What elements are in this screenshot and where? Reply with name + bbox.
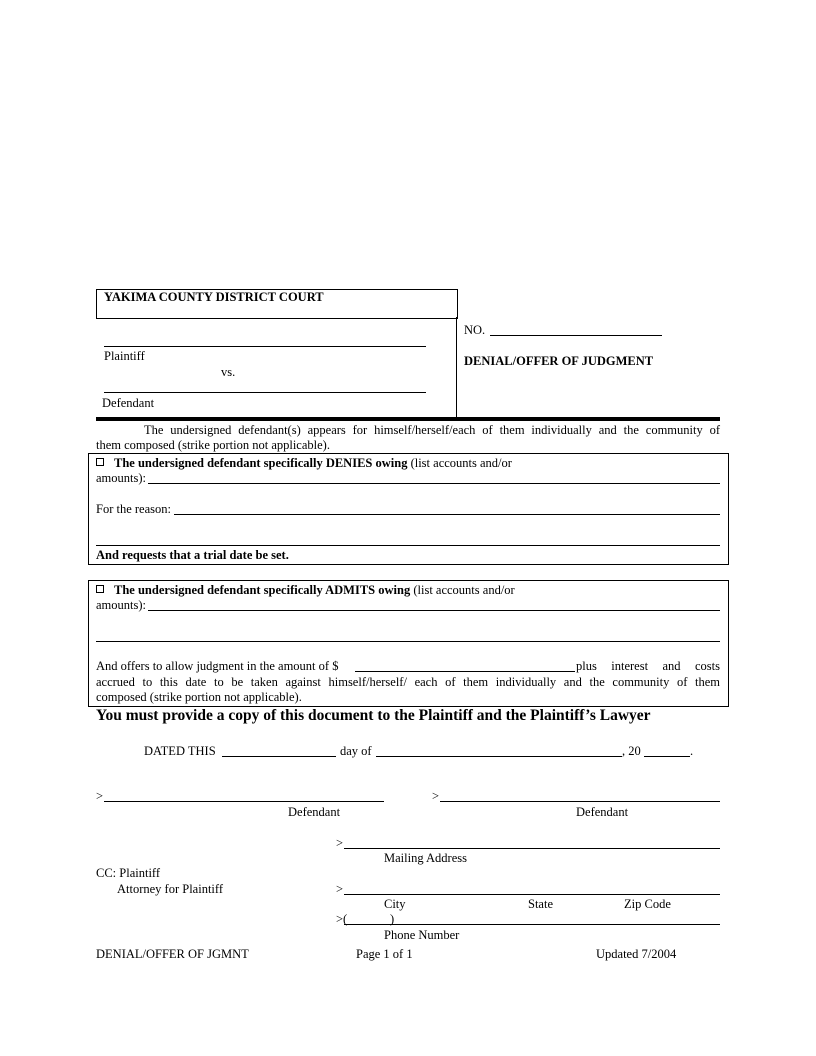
phone-prefix: >(	[336, 912, 348, 926]
intro-line-2: them composed (strike portion not applicable).	[96, 438, 330, 452]
document-title: DENIAL/OFFER OF JUDGMENT	[464, 354, 654, 368]
defendant-signature-label-2: Defendant	[576, 805, 629, 819]
dated-month-line[interactable]	[376, 756, 622, 757]
denies-checkbox-row	[96, 456, 512, 471]
denies-amounts-label: amounts):	[96, 471, 146, 485]
dated-year-prefix: , 20	[622, 744, 641, 758]
court-name: YAKIMA COUNTY DISTRICT COURT	[104, 290, 324, 304]
admits-checkbox-row	[96, 583, 515, 598]
denies-trial-request: And requests that a trial date be set.	[96, 548, 289, 562]
denies-heading: The undersigned defendant specifically DENIES owing	[114, 456, 408, 470]
footer-form-name: DENIAL/OFFER OF JGMNT	[96, 947, 249, 961]
admits-offer-line-2: accrued to this date to be taken against himself/herself/ each of them individually and the community of them	[96, 675, 720, 689]
phone-paren-close: )	[390, 912, 395, 926]
denies-checkbox[interactable]	[96, 458, 104, 466]
dated-period: .	[690, 744, 694, 758]
caption-thick-rule	[96, 417, 720, 421]
footer-updated: Updated 7/2004	[596, 947, 677, 961]
phone-line[interactable]	[344, 924, 720, 925]
service-notice: You must provide a copy of this document to the Plaintiff and the Plaintiff’s Lawyer	[96, 707, 651, 724]
denies-reason-line-2[interactable]	[96, 545, 720, 546]
denies-heading-rest: (list accounts and/or	[407, 456, 512, 470]
intro-line-1: The undersigned defendant(s) appears for himself/herself/each of them individually and the community of	[144, 423, 720, 437]
admits-amounts-line[interactable]	[148, 610, 720, 611]
caption-divider-vertical	[456, 317, 457, 417]
city-marker: >	[336, 882, 344, 896]
denies-amounts-line[interactable]	[148, 483, 720, 484]
footer-page: Page 1 of 1	[356, 947, 413, 961]
admits-offer-suffix: plus interest and costs	[576, 659, 720, 673]
denies-reason-line[interactable]	[174, 514, 720, 515]
dated-year-line[interactable]	[644, 756, 690, 757]
city-state-zip-line[interactable]	[344, 894, 720, 895]
dated-day-line[interactable]	[222, 756, 336, 757]
dated-day-of-label: day of	[340, 744, 372, 758]
admits-offer-line-3: composed (strike portion not applicable).	[96, 690, 302, 704]
state-label: State	[528, 897, 553, 911]
mailing-address-line[interactable]	[344, 848, 720, 849]
admits-checkbox[interactable]	[96, 585, 104, 593]
zip-label: Zip Code	[624, 897, 671, 911]
admits-amounts-line-2[interactable]	[96, 641, 720, 642]
admits-amounts-label: amounts):	[96, 598, 146, 612]
defendant-signature-line-1[interactable]	[104, 801, 384, 802]
defendant-label: Defendant	[102, 396, 155, 410]
defendant-name-line[interactable]	[104, 392, 426, 393]
plaintiff-name-line[interactable]	[104, 346, 426, 347]
admits-heading: The undersigned defendant specifically ADMITS owing	[114, 583, 411, 597]
admits-offer-prefix: And offers to allow judgment in the amount of $	[96, 659, 339, 673]
cc-plaintiff: CC: Plaintiff	[96, 866, 161, 880]
cc-attorney: Attorney for Plaintiff	[117, 882, 223, 896]
dated-this-label: DATED THIS	[144, 744, 216, 758]
address-marker: >	[336, 836, 344, 850]
case-no-label: NO.	[464, 323, 486, 337]
mailing-address-label: Mailing Address	[384, 851, 467, 865]
phone-number-label: Phone Number	[384, 928, 460, 942]
admits-offer-amount-line[interactable]	[355, 671, 575, 672]
admits-heading-rest: (list accounts and/or	[410, 583, 515, 597]
defendant-signature-label-1: Defendant	[288, 805, 341, 819]
plaintiff-label: Plaintiff	[104, 349, 145, 363]
city-label: City	[384, 897, 406, 911]
signature-marker-2: >	[432, 789, 440, 803]
defendant-signature-line-2[interactable]	[440, 801, 720, 802]
denies-reason-label: For the reason:	[96, 502, 171, 516]
vs-label: vs.	[221, 365, 236, 379]
case-no-line[interactable]	[490, 335, 662, 336]
signature-marker-1: >	[96, 789, 104, 803]
